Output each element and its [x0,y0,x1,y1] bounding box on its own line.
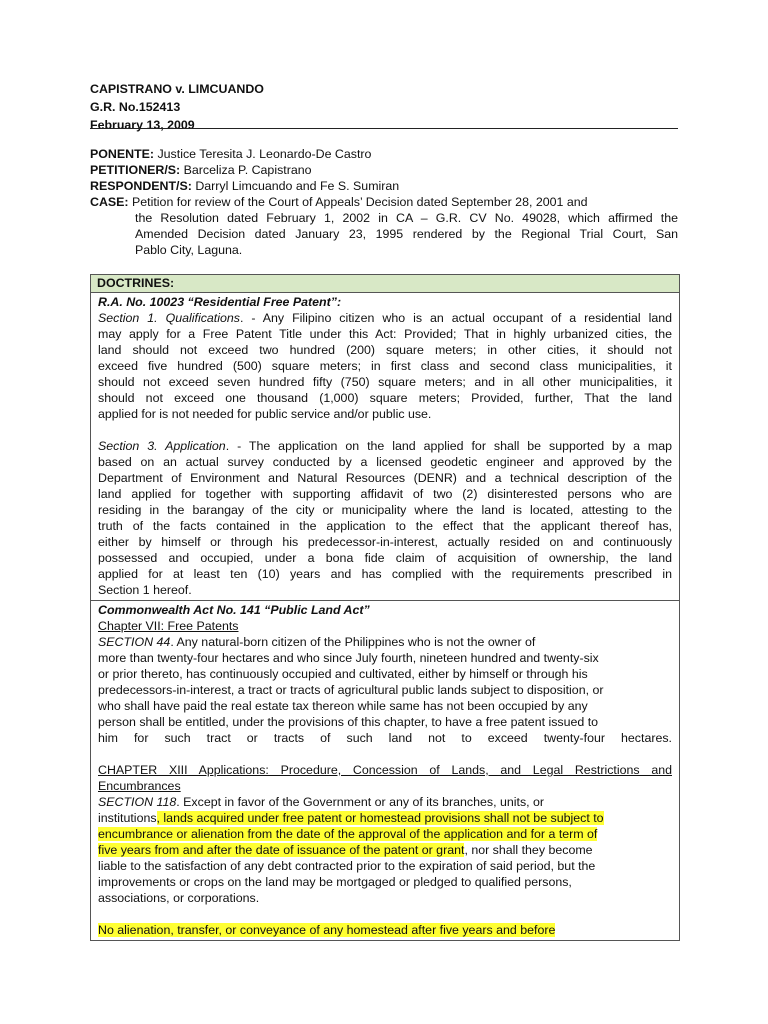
section3-line: truth of the facts contained in the application to the effect that the applicant thereof has, [98,519,672,533]
section3-text: . - The application on the land applied for shall be supported by a map [225,439,672,453]
highlighted-text: , lands acquired under free patent or homestead provisions shall not be subject to [156,811,604,825]
respondent-row [90,178,678,194]
section1-line: applied for is not needed for public service and/or public use. [98,407,432,421]
ca-141-title: Commonwealth Act No. 141 “Public Land Act” [98,603,370,617]
section44-text: . Any natural-born citizen of the Philippines who is not the owner of [170,635,536,649]
petitioner-label: PETITIONER/S: [90,163,181,177]
ponente-row [90,146,678,162]
section44-label: SECTION 44 [98,635,171,649]
chapter13-heading-cont: Encumbrances [98,779,181,793]
section44-line [98,634,672,650]
section44-line: person shall be entitled, under the provisions of this chapter, to have a free patent issued to [98,715,599,729]
highlighted-text: encumbrance or alienation from the date of the approval of the application and for a term of [98,827,598,841]
section3-line: residing in the barangay of the city or municipality where the land is located, attesting to the [98,503,672,517]
doctrines-table [90,274,680,941]
ra-10023-title: R.A. No. 10023 “Residential Free Patent”: [98,295,342,309]
section1-line: may apply for a Free Patent Title under this Act: Provided; That in highly urbanized cities, the [98,327,672,341]
spacer [98,906,672,922]
section3-line: land applied for together with supporting affidavit of two (2) disinterested persons who are [98,487,672,501]
spacer [98,422,672,438]
header-divider [90,128,678,129]
section44-line: him for such tract or tracts of such land not to exceed twenty-four hectares. [98,731,672,745]
section3-line: either by himself or through his predecessor-in-interest, actually resided on and continuously [98,535,672,549]
section118-text: . Except in favor of the Government or any of its branches, units, or [176,795,545,809]
petitioner-row [90,162,678,178]
case-meta [90,146,678,258]
section3-line [98,438,672,454]
doctrines-heading: DOCTRINES: [91,275,679,293]
section118-text: , nor shall they become [464,843,593,857]
section118-line: improvements or crops on the land may be mortgaged or pledged to qualified persons, [98,875,572,889]
case-value-line1: Petition for review of the Court of Appeals’ Decision dated September 28, 2001 and [128,195,588,209]
section44-line: or prior thereto, has continuously occupied and cultivated, either by himself or through his [98,667,588,681]
section3-line: Section 1 hereof. [98,583,192,597]
case-header [90,80,678,134]
case-gr-number: G.R. No.152413 [90,100,181,114]
section1-text: . - Any Filipino citizen who is an actual occupant of a residential land [239,311,672,325]
section44-line: predecessors-in-interest, a tract or tracts of agricultural public lands subject to disposition, or [98,683,604,697]
section1-line [98,310,672,326]
section44-line: more than twenty-four hectares and who since July fourth, nineteen hundred and twenty-six [98,651,599,665]
section118-line: associations, or corporations. [98,891,260,905]
section118-line [98,842,672,858]
section1-line: land should not exceed two hundred (200) square meters; in other cities, it should not [98,343,672,357]
section118-line [98,794,672,810]
section3-label: Section 3. Application [98,439,226,453]
section3-line: Department of Environment and Natural Resources (DENR) and a technical description of the [98,471,672,485]
section3-line: applied for at least ten (10) years and has complied with the requirements prescribed in [98,567,672,581]
case-date: February 13, 2009 [90,118,195,132]
ca-141-cell [91,600,679,940]
case-row [90,194,678,210]
chapter13-heading: CHAPTER XIII Applications: Procedure, Concession of Lands, and Legal Restrictions and [98,763,672,777]
section44-line: who shall have paid the real estate tax thereon while same has not been occupied by any [98,699,588,713]
respondent-label: RESPONDENT/S: [90,179,192,193]
respondent-value: Darryl Limcuando and Fe S. Sumiran [191,179,400,193]
section3-line: based on an actual survey conducted by a licensed geodetic engineer and approved by the [98,455,672,469]
section118-line [98,826,672,842]
case-label: CASE: [90,195,129,209]
section1-label: Section 1. Qualifications [98,311,240,325]
section3-line: possessed and occupied, under a bona fide claim of acquisition of ownership, the land [98,551,672,565]
case-value-line4: Pablo City, Laguna. [135,243,243,257]
highlighted-text: five years from and after the date of issuance of the patent or grant [98,843,465,857]
section1-line: should not exceed one thousand (1,000) square meters; Provided, further, That the land [98,391,672,405]
highlighted-text: No alienation, transfer, or conveyance of any homestead after five years and before [98,923,556,937]
section118-label: SECTION 118 [98,795,177,809]
ponente-value: Justice Teresita J. Leonardo-De Castro [154,147,372,161]
section1-line: should not exceed seven hundred fifty (750) square meters; and in all other municipalities, it [98,375,672,389]
final-line [98,922,672,938]
section1-line: exceed five hundred (500) square meters; in first class and second class municipalities, it [98,359,672,373]
section118-text: institutions [98,811,157,825]
spacer [98,746,672,762]
ra-10023-cell [91,293,679,600]
chapter7-heading: Chapter VII: Free Patents [98,619,239,633]
section118-line: liable to the satisfaction of any debt contracted prior to the expiration of said period, but the [98,859,596,873]
case-value-line3: Amended Decision dated January 23, 1995 rendered by the Regional Trial Court, San [135,227,678,241]
case-value-line2: the Resolution dated February 1, 2002 in CA – G.R. CV No. 49028, which affirmed the [135,211,678,225]
case-title: CAPISTRANO v. LIMCUANDO [90,82,264,96]
petitioner-value: Barceliza P. Capistrano [180,163,312,177]
section118-line [98,810,672,826]
ponente-label: PONENTE: [90,147,155,161]
